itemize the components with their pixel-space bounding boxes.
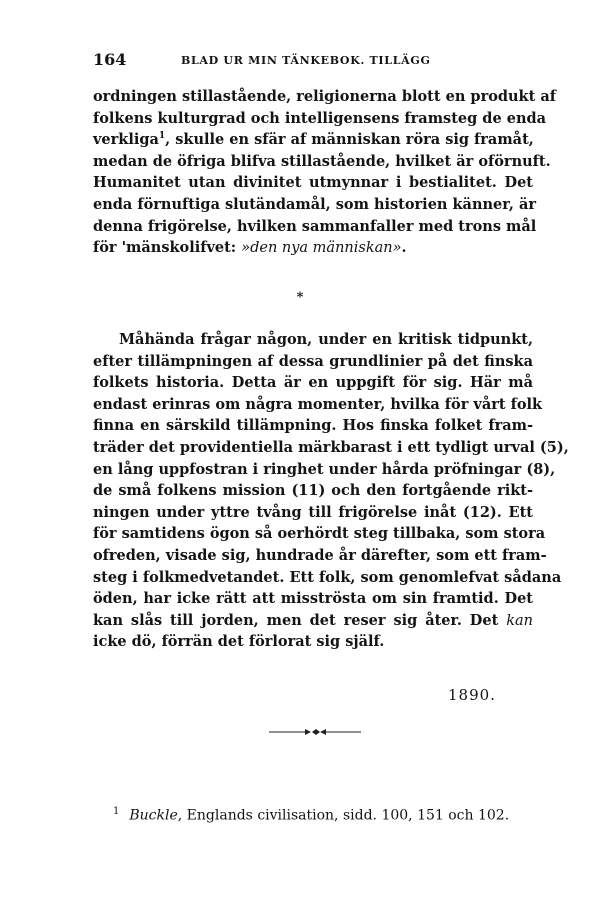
text-segment: för 'mänskolifvet:	[93, 239, 242, 257]
italic-word: kan	[506, 612, 533, 629]
text-line: finna en särskild tillämpning. Hos finska folket fram-	[93, 417, 533, 435]
text-segment: kan slås till jorden, men det reser sig åter. Det	[93, 611, 507, 629]
date-signature: 1890.	[448, 686, 496, 704]
text-line: steg i folkmedvetandet. Ett folk, som genomlefvat sådana	[93, 568, 562, 586]
footnote-text: , Englands civilisation, sidd. 100, 151 och 102.	[177, 807, 510, 824]
text-line: en lång uppfostran i ringhet under hårda pröfningar (8),	[93, 460, 556, 478]
paragraph-2	[93, 329, 569, 653]
section-separator: *	[296, 290, 304, 305]
footnote	[113, 806, 509, 824]
footnote-mark: 1	[113, 806, 120, 817]
text-line: de små folkens mission (11) och den fortgående rikt-	[93, 482, 533, 500]
text-line: ningen under yttre tvång till frigörelse inåt (12). Ett	[93, 503, 533, 521]
text-line: medan de öfriga blifva stillastående, hvilket är oförnuft.	[93, 152, 551, 170]
text-line: icke dö, förrän det förlorat sig själf.	[93, 633, 385, 651]
text-line	[93, 237, 533, 259]
text-line: endast erinras om några momenter, hvilka för vårt folk	[93, 395, 543, 413]
text-line: enda förnuftiga slutändamål, som historien känner, är	[93, 195, 536, 213]
footnote-author: Buckle	[129, 807, 178, 824]
running-title: BLAD UR MIN TÄNKEBOK. TILLÄGG	[181, 54, 431, 67]
text-line: folkens kulturgrad och intelligensens framsteg de enda	[93, 109, 547, 127]
text-line	[93, 610, 533, 632]
text-segment: .	[401, 239, 407, 257]
text-segment: verkliga	[93, 131, 159, 149]
paragraph-1	[93, 86, 556, 259]
footnote-reference: 1	[158, 131, 166, 142]
text-line: efter tillämpningen af dessa grundlinier på det finska	[93, 352, 533, 370]
page-header	[93, 50, 533, 70]
text-segment: , skulle en sfär af människan röra sig framåt,	[165, 131, 534, 149]
text-line: denna frigörelse, hvilken sammanfaller med trons mål	[93, 217, 537, 235]
text-line: för samtidens ögon så oerhördt steg tillbaka, som stora	[93, 525, 546, 543]
text-line: ordningen stillastående, religionerna blott en produkt af	[93, 88, 556, 105]
ornament-divider-icon	[269, 727, 361, 737]
text-line: Humanitet utan divinitet utmynnar i bestialitet. Det	[93, 174, 533, 192]
text-line: öden, har icke rätt att misströsta om sin framtid. Det	[93, 590, 533, 608]
italic-phrase: »den nya människan»	[241, 240, 402, 257]
text-line: ofreden, visade sig, hundrade år därefter, som ett fram-	[93, 546, 547, 564]
text-line: Måhända frågar någon, under en kritisk tidpunkt,	[119, 331, 533, 348]
page-number: 164	[93, 50, 127, 69]
text-line: folkets historia. Detta är en uppgift för sig. Här må	[93, 374, 533, 392]
text-line	[93, 129, 533, 151]
text-line: träder det providentiella märkbarast i ett tydligt urval (5),	[93, 438, 569, 456]
